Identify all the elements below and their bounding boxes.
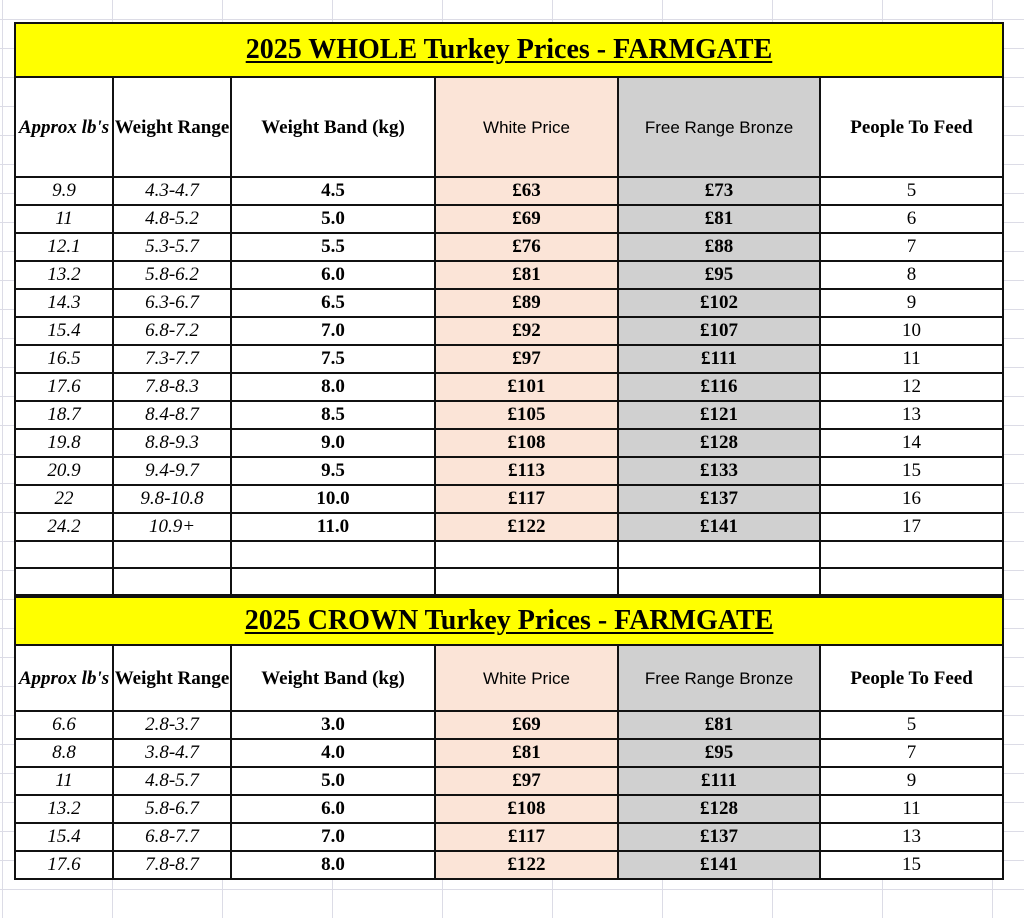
header-free-range-bronze: Free Range Bronze [618, 645, 820, 711]
cell-people-to-feed: 13 [820, 401, 1003, 429]
cell-white-price: £117 [435, 823, 618, 851]
table-row [15, 851, 1003, 879]
table-row [15, 739, 1003, 767]
cell-weight-band: 8.0 [231, 851, 435, 879]
cell-free-range-bronze: £128 [618, 795, 820, 823]
cell-white-price: £97 [435, 345, 618, 373]
cell-approx-lbs: 16.5 [15, 345, 113, 373]
cell-approx-lbs: 15.4 [15, 317, 113, 345]
cell-weight-range: 4.3-4.7 [113, 177, 231, 205]
cell-free-range-bronze: £121 [618, 401, 820, 429]
cell-weight-band: 9.0 [231, 429, 435, 457]
cell-free-range-bronze: £107 [618, 317, 820, 345]
cell-approx-lbs: 13.2 [15, 795, 113, 823]
cell-people-to-feed: 11 [820, 795, 1003, 823]
cell-approx-lbs: 11 [15, 205, 113, 233]
cell-weight-range: 8.8-9.3 [113, 429, 231, 457]
cell-white-price: £101 [435, 373, 618, 401]
cell-people-to-feed: 17 [820, 513, 1003, 541]
cell-weight-band: 3.0 [231, 711, 435, 739]
cell-approx-lbs: 15.4 [15, 823, 113, 851]
cell-weight-range: 5.3-5.7 [113, 233, 231, 261]
table-row [15, 823, 1003, 851]
table-row [15, 711, 1003, 739]
table-row [15, 429, 1003, 457]
crown-table-title: 2025 CROWN Turkey Prices - FARMGATE [15, 597, 1003, 645]
cell-free-range-bronze: £116 [618, 373, 820, 401]
table-row [15, 177, 1003, 205]
cell-people-to-feed: 7 [820, 739, 1003, 767]
cell-free-range-bronze: £88 [618, 233, 820, 261]
blank-row [15, 541, 1003, 568]
cell-white-price: £122 [435, 513, 618, 541]
cell-weight-band: 5.5 [231, 233, 435, 261]
cell-white-price: £117 [435, 485, 618, 513]
crown-turkey-table [14, 596, 1004, 880]
header-weight-range: Weight Range [113, 77, 231, 177]
cell-weight-band: 5.0 [231, 767, 435, 795]
cell-people-to-feed: 8 [820, 261, 1003, 289]
table-row [15, 345, 1003, 373]
cell-white-price: £76 [435, 233, 618, 261]
cell-approx-lbs: 24.2 [15, 513, 113, 541]
header-white-price: White Price [435, 77, 618, 177]
header-approx-lbs: Approx lb's [15, 77, 113, 177]
header-weight-band: Weight Band (kg) [231, 645, 435, 711]
cell-white-price: £97 [435, 767, 618, 795]
header-white-price: White Price [435, 645, 618, 711]
cell-people-to-feed: 13 [820, 823, 1003, 851]
crown-table-body [15, 711, 1003, 879]
cell-approx-lbs: 17.6 [15, 851, 113, 879]
cell-white-price: £81 [435, 739, 618, 767]
cell-weight-range: 6.8-7.7 [113, 823, 231, 851]
cell-approx-lbs: 9.9 [15, 177, 113, 205]
cell-free-range-bronze: £141 [618, 513, 820, 541]
table-row [15, 767, 1003, 795]
cell-people-to-feed: 9 [820, 289, 1003, 317]
cell-weight-range: 5.8-6.7 [113, 795, 231, 823]
cell-weight-band: 4.5 [231, 177, 435, 205]
cell-weight-band: 7.0 [231, 823, 435, 851]
table-row [15, 401, 1003, 429]
cell-approx-lbs: 14.3 [15, 289, 113, 317]
blank-row [15, 568, 1003, 595]
table-row [15, 373, 1003, 401]
cell-white-price: £92 [435, 317, 618, 345]
cell-approx-lbs: 22 [15, 485, 113, 513]
cell-people-to-feed: 5 [820, 177, 1003, 205]
price-sheet [14, 22, 1002, 880]
whole-table-body [15, 177, 1003, 541]
cell-white-price: £63 [435, 177, 618, 205]
cell-people-to-feed: 15 [820, 851, 1003, 879]
cell-approx-lbs: 18.7 [15, 401, 113, 429]
cell-white-price: £122 [435, 851, 618, 879]
cell-weight-band: 7.5 [231, 345, 435, 373]
cell-approx-lbs: 12.1 [15, 233, 113, 261]
cell-free-range-bronze: £81 [618, 205, 820, 233]
cell-white-price: £113 [435, 457, 618, 485]
cell-weight-range: 8.4-8.7 [113, 401, 231, 429]
whole-header-row [15, 77, 1003, 177]
cell-approx-lbs: 13.2 [15, 261, 113, 289]
cell-weight-band: 8.5 [231, 401, 435, 429]
table-row [15, 233, 1003, 261]
cell-free-range-bronze: £102 [618, 289, 820, 317]
whole-table-title: 2025 WHOLE Turkey Prices - FARMGATE [15, 23, 1003, 77]
cell-free-range-bronze: £111 [618, 767, 820, 795]
cell-free-range-bronze: £95 [618, 739, 820, 767]
header-free-range-bronze: Free Range Bronze [618, 77, 820, 177]
cell-weight-band: 9.5 [231, 457, 435, 485]
cell-free-range-bronze: £73 [618, 177, 820, 205]
cell-white-price: £105 [435, 401, 618, 429]
cell-white-price: £108 [435, 795, 618, 823]
cell-white-price: £69 [435, 711, 618, 739]
cell-people-to-feed: 9 [820, 767, 1003, 795]
cell-weight-band: 11.0 [231, 513, 435, 541]
cell-approx-lbs: 19.8 [15, 429, 113, 457]
cell-approx-lbs: 6.6 [15, 711, 113, 739]
cell-free-range-bronze: £133 [618, 457, 820, 485]
cell-white-price: £89 [435, 289, 618, 317]
cell-weight-range: 7.8-8.7 [113, 851, 231, 879]
cell-free-range-bronze: £111 [618, 345, 820, 373]
cell-people-to-feed: 6 [820, 205, 1003, 233]
cell-weight-band: 6.0 [231, 795, 435, 823]
cell-people-to-feed: 16 [820, 485, 1003, 513]
header-people-to-feed: People To Feed [820, 645, 1003, 711]
cell-weight-band: 5.0 [231, 205, 435, 233]
cell-people-to-feed: 10 [820, 317, 1003, 345]
cell-weight-band: 10.0 [231, 485, 435, 513]
table-row [15, 485, 1003, 513]
header-people-to-feed: People To Feed [820, 77, 1003, 177]
cell-free-range-bronze: £137 [618, 823, 820, 851]
cell-free-range-bronze: £81 [618, 711, 820, 739]
cell-weight-band: 6.0 [231, 261, 435, 289]
cell-weight-band: 6.5 [231, 289, 435, 317]
cell-weight-band: 7.0 [231, 317, 435, 345]
cell-white-price: £69 [435, 205, 618, 233]
cell-weight-band: 4.0 [231, 739, 435, 767]
cell-weight-range: 6.3-6.7 [113, 289, 231, 317]
cell-approx-lbs: 17.6 [15, 373, 113, 401]
cell-weight-range: 4.8-5.2 [113, 205, 231, 233]
cell-people-to-feed: 12 [820, 373, 1003, 401]
table-row [15, 317, 1003, 345]
cell-weight-range: 6.8-7.2 [113, 317, 231, 345]
table-row [15, 261, 1003, 289]
cell-weight-range: 2.8-3.7 [113, 711, 231, 739]
cell-white-price: £108 [435, 429, 618, 457]
cell-weight-range: 3.8-4.7 [113, 739, 231, 767]
cell-weight-range: 7.8-8.3 [113, 373, 231, 401]
cell-people-to-feed: 7 [820, 233, 1003, 261]
cell-approx-lbs: 11 [15, 767, 113, 795]
cell-approx-lbs: 20.9 [15, 457, 113, 485]
cell-people-to-feed: 14 [820, 429, 1003, 457]
table-row [15, 513, 1003, 541]
cell-people-to-feed: 5 [820, 711, 1003, 739]
header-weight-band: Weight Band (kg) [231, 77, 435, 177]
cell-free-range-bronze: £137 [618, 485, 820, 513]
cell-people-to-feed: 11 [820, 345, 1003, 373]
header-approx-lbs: Approx lb's [15, 645, 113, 711]
table-row [15, 205, 1003, 233]
whole-turkey-table [14, 22, 1004, 596]
cell-people-to-feed: 15 [820, 457, 1003, 485]
cell-white-price: £81 [435, 261, 618, 289]
table-row [15, 289, 1003, 317]
cell-weight-range: 10.9+ [113, 513, 231, 541]
cell-weight-range: 7.3-7.7 [113, 345, 231, 373]
cell-free-range-bronze: £141 [618, 851, 820, 879]
crown-header-row [15, 645, 1003, 711]
cell-free-range-bronze: £95 [618, 261, 820, 289]
cell-weight-range: 5.8-6.2 [113, 261, 231, 289]
header-weight-range: Weight Range [113, 645, 231, 711]
cell-weight-range: 9.4-9.7 [113, 457, 231, 485]
table-row [15, 795, 1003, 823]
cell-free-range-bronze: £128 [618, 429, 820, 457]
cell-weight-range: 9.8-10.8 [113, 485, 231, 513]
cell-approx-lbs: 8.8 [15, 739, 113, 767]
cell-weight-range: 4.8-5.7 [113, 767, 231, 795]
table-row [15, 457, 1003, 485]
cell-weight-band: 8.0 [231, 373, 435, 401]
